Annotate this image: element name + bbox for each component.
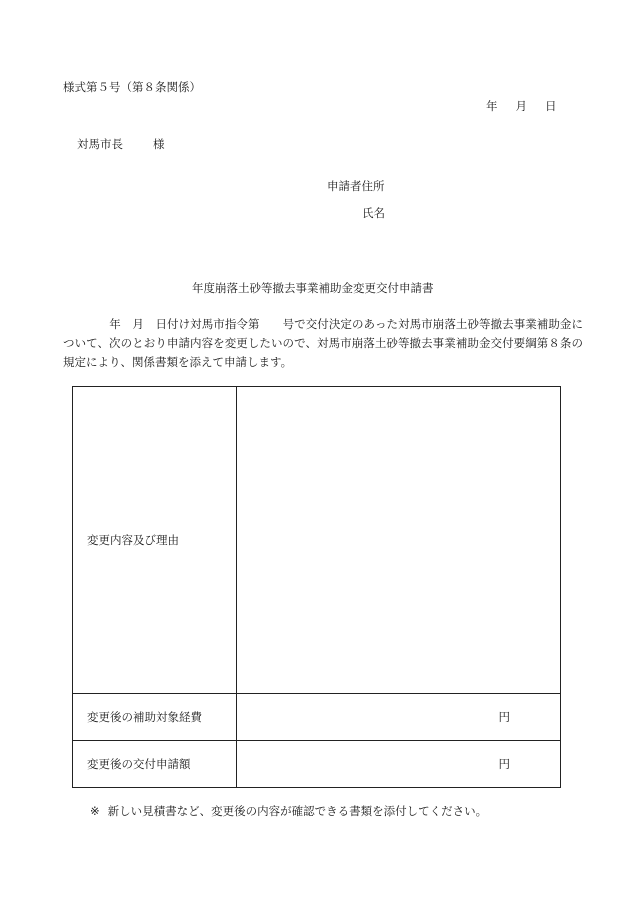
date-line [486,98,557,114]
table-row [73,741,561,788]
addressee [77,136,165,152]
table-row [73,694,561,741]
request-amount-label: 変更後の交付申請額 [73,741,237,788]
addressee-honorific: 様 [153,137,165,151]
addressee-name: 対馬市長 [77,137,123,151]
date-month-label: 月 [515,99,527,113]
footnote-text: 新しい見積書など、変更後の内容が確認できる書類を添付してください。 [107,804,488,818]
date-year-label: 年 [486,99,498,113]
body-paragraph: 年 月 日付け対馬市指令第 号で交付決定のあった対馬市崩落土砂等撤去事業補助金について、次のとおり申請内容を変更したいので、対馬市崩落土砂等撤去事業補助金交付要綱第８条の規定により、関係書類を添えて申請します。 [63,317,583,369]
request-amount-unit: 円 [498,757,510,771]
footnote [90,803,487,819]
request-amount-field[interactable] [237,741,561,788]
eligible-cost-field[interactable] [237,694,561,741]
eligible-cost-label: 変更後の補助対象経費 [73,694,237,741]
form-number: 様式第５号（第８条関係） [63,80,201,94]
applicant-address-label: 申請者住所 [327,179,385,193]
eligible-cost-unit: 円 [498,710,510,724]
date-day-label: 日 [545,99,557,113]
reason-label: 変更内容及び理由 [73,387,237,694]
footnote-mark: ※ [90,804,100,818]
reason-field[interactable] [237,387,561,694]
table-row [73,387,561,694]
applicant-name-label: 氏名 [362,206,385,220]
detail-table [72,386,561,788]
document-title: 年度崩落土砂等撤去事業補助金変更交付申請書 [192,281,434,295]
